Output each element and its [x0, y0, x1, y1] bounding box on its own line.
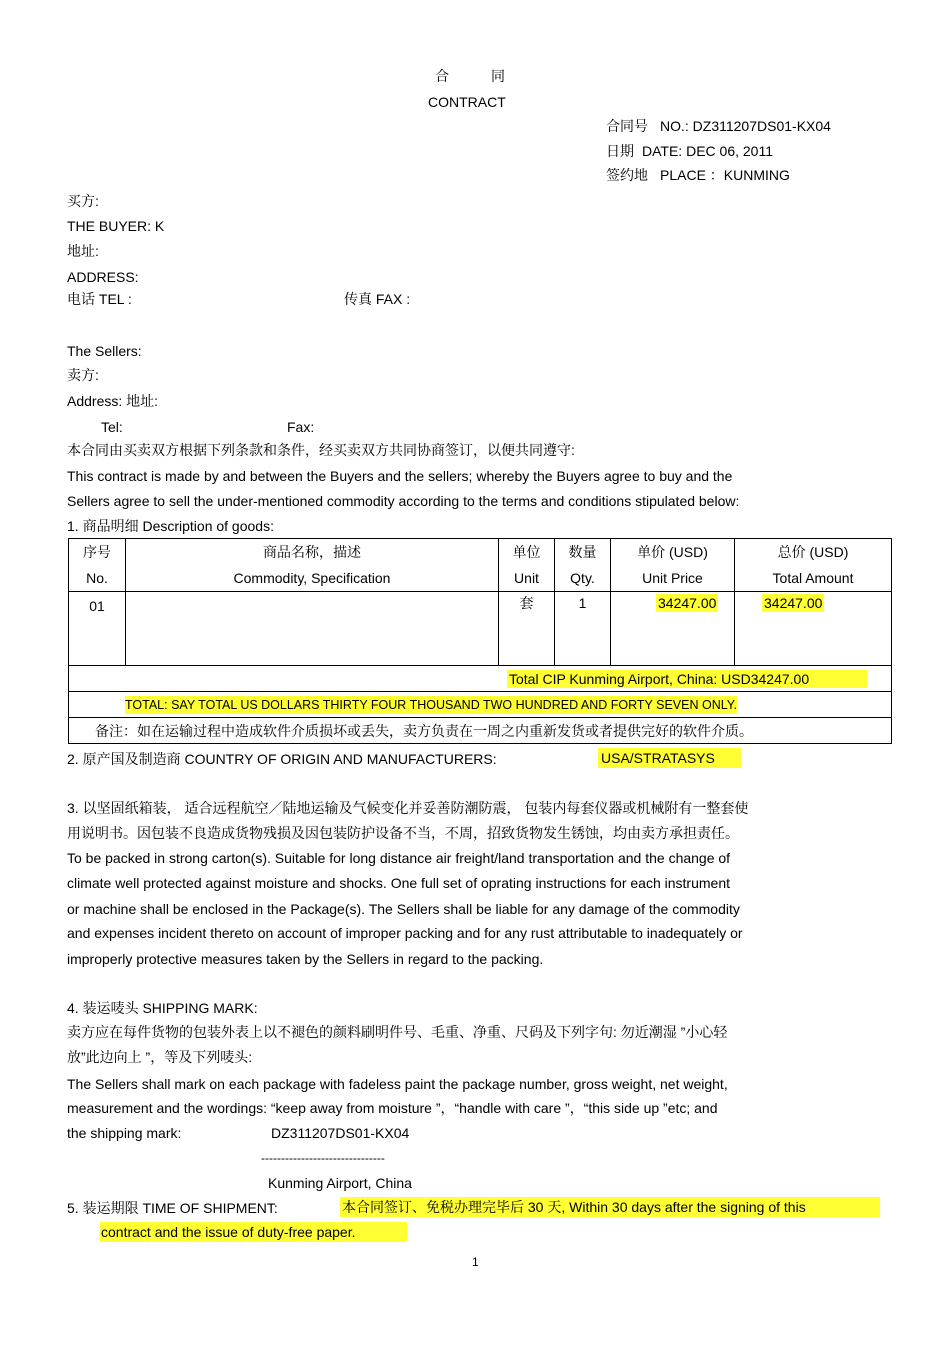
place-label: 签约地 — [606, 167, 648, 183]
section1-title: 1. 商品明细 Description of goods: — [67, 518, 274, 534]
section3-en-4: and expenses incident thereto on account of improper packing and for any rust attributable to inadequately or — [67, 925, 743, 941]
intro-en-1: This contract is made by and between the Buyers and the sellers; whereby the Buyers agree to buy and the — [67, 468, 733, 484]
section3-cn-2: 用说明书。因包装不良造成货物残损及因包装防护设备不当，不周，招致货物发生锈蚀，均由卖方承担责任。 — [67, 825, 739, 841]
date: DATE: DEC 06, 2011 — [642, 143, 773, 159]
title-en: CONTRACT — [428, 94, 506, 110]
shipping-mark-no: DZ311207DS01-KX04 — [271, 1125, 410, 1141]
total-cip-cell — [69, 666, 892, 692]
col-header-unit-price: 单价 (USD) Unit Price — [611, 539, 735, 592]
total-words: TOTAL: SAY TOTAL US DOLLARS THIRTY FOUR THOUSAND TWO HUNDRED AND FORTY SEVEN ONLY. — [125, 698, 737, 712]
shipment-time-2: contract and the issue of duty-free paper. — [100, 1222, 407, 1242]
total-words-cell — [69, 692, 892, 718]
col-header-no: 序号 No. — [69, 539, 126, 592]
section3-en-1: To be packed in strong carton(s). Suitable for long distance air freight/land transportation and the change of — [67, 850, 731, 866]
section3-en-5: improperly protective measures taken by the Sellers in regard to the packing. — [67, 951, 544, 967]
seller-label-cn: 卖方: — [67, 367, 99, 383]
row-total: 34247.00 — [735, 592, 892, 666]
col-header-commodity: 商品名称，描述 Commodity, Specification — [126, 539, 499, 592]
section2-title: 2. 原产国及制造商 COUNTRY OF ORIGIN AND MANUFACTURERS: — [67, 751, 497, 767]
intro-cn: 本合同由买卖双方根据下列条款和条件，经买卖双方共同协商签订，以便共同遵守: — [67, 442, 575, 458]
section4-title: 4. 装运唛头 SHIPPING MARK: — [67, 1000, 258, 1016]
origin-value: USA/STRATASYS — [598, 748, 741, 768]
contract-no-label: 合同号 — [606, 118, 648, 134]
seller-fax: Fax: — [287, 419, 315, 435]
buyer-label-cn: 买方: — [67, 193, 99, 209]
remark: 备注：如在运输过程中造成软件介质损坏或丢失，卖方负责在一周之内重新发货或者提供完好的软件介质。 — [69, 718, 892, 744]
row-unit-price: 34247.00 — [611, 592, 735, 666]
buyer-address-en: ADDRESS: — [67, 269, 139, 285]
table-row — [69, 592, 892, 666]
buyer-label-en: THE BUYER: K — [67, 218, 165, 234]
section3-cn-1: 3. 以坚固纸箱装， 适合远程航空／陆地运输及气候变化并妥善防潮防震， 包装内每套仪器或机械附有一整套使 — [67, 800, 749, 816]
place: PLACE ：KUNMING — [660, 167, 790, 183]
col-header-qty: 数量 Qty. — [555, 539, 611, 592]
row-commodity — [126, 592, 499, 666]
section3-en-3: or machine shall be enclosed in the Package(s). The Sellers shall be liable for any damage of the commodity — [67, 901, 740, 917]
section4-en-2: measurement and the wordings: “keep away from moisture ”，“handle with care ”，“this side up ”etc; and — [67, 1100, 718, 1116]
contract-no: NO.: DZ311207DS01-KX04 — [660, 118, 831, 134]
shipment-time-1: 本合同签订、免税办理完毕后 30 天, Within 30 days after the signing of this — [340, 1197, 880, 1217]
row-unit: 套 — [499, 592, 555, 666]
goods-table — [68, 538, 892, 744]
shipping-mark-place: Kunming Airport, China — [268, 1175, 412, 1191]
page-number: 1 — [472, 1255, 479, 1269]
col-header-unit: 单位 Unit — [499, 539, 555, 592]
buyer-fax: 传真 FAX : — [344, 291, 411, 307]
shipping-mark-line: ------------------------------- — [261, 1151, 385, 1165]
buyer-tel: 电话 TEL : — [67, 291, 132, 307]
row-no: 01 — [69, 592, 126, 666]
section5-title: 5. 装运期限 TIME OF SHIPMENT: — [67, 1200, 278, 1216]
total-cip: Total CIP Kunming Airport, China: USD34247.00 — [507, 670, 867, 688]
section4-cn-1: 卖方应在每件货物的包装外表上以不褪色的颜料刷明件号、毛重、净重、尺码及下列字句: 勿近潮湿 ”小心轻 — [67, 1024, 728, 1040]
section4-en-1: The Sellers shall mark on each package with fadeless paint the package number, gross weight, net weight, — [67, 1076, 728, 1092]
buyer-address-cn: 地址: — [67, 243, 99, 259]
row-qty: 1 — [555, 592, 611, 666]
date-label: 日期 — [606, 143, 634, 159]
title-cn: 合 同 — [435, 68, 505, 84]
intro-en-2: Sellers agree to sell the under-mentioned commodity according to the terms and conditions stipulated below: — [67, 493, 740, 509]
section4-cn-2: 放”此边向上 ”，等及下列唛头: — [67, 1049, 253, 1065]
col-header-total: 总价 (USD) Total Amount — [735, 539, 892, 592]
section4-en-3: the shipping mark: — [67, 1125, 182, 1141]
seller-address: Address: 地址: — [67, 393, 159, 409]
seller-label-en: The Sellers: — [67, 343, 142, 359]
section3-en-2: climate well protected against moisture and shocks. One full set of oprating instructions for each instrument — [67, 875, 730, 891]
seller-tel: Tel: — [101, 419, 123, 435]
